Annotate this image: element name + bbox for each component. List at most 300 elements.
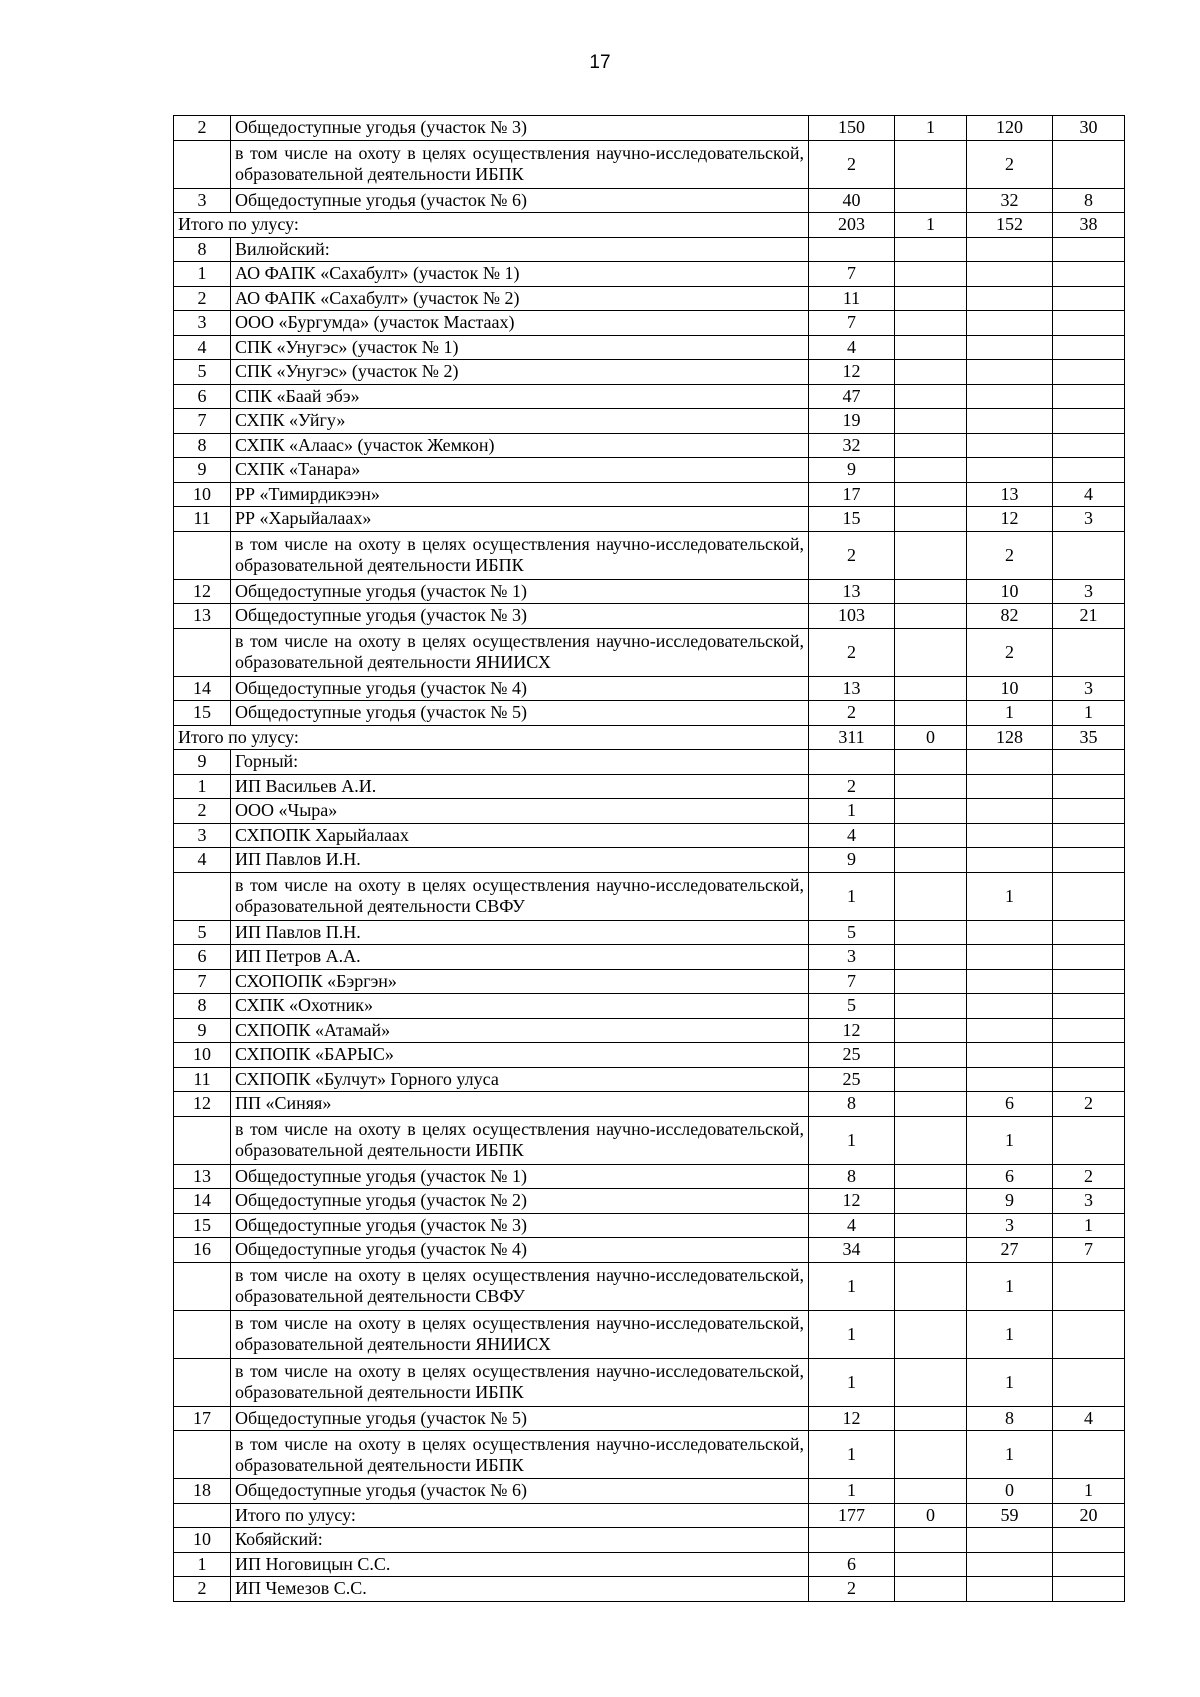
- value-col4: 21: [1053, 604, 1125, 629]
- value-col3: 9: [967, 1189, 1053, 1214]
- value-col2: [895, 531, 967, 579]
- value-col4: [1053, 848, 1125, 873]
- table-row: [174, 458, 1125, 483]
- table-row: [174, 409, 1125, 434]
- row-number: [174, 140, 231, 188]
- row-name: АО ФАПК «Сахабулт» (участок № 1): [231, 262, 809, 287]
- value-total: 1: [809, 1116, 895, 1164]
- row-number: 18: [174, 1479, 231, 1504]
- value-col4: [1053, 262, 1125, 287]
- row-name: Общедоступные угодья (участок № 4): [231, 676, 809, 701]
- value-col2: 0: [895, 725, 967, 750]
- value-total: 6: [809, 1552, 895, 1577]
- value-col2: [895, 311, 967, 336]
- table-row: [174, 1503, 1125, 1528]
- value-col4: [1053, 750, 1125, 775]
- sub-row: [174, 1310, 1125, 1358]
- value-col2: [895, 1552, 967, 1577]
- table-row: [174, 1552, 1125, 1577]
- table-row: [174, 945, 1125, 970]
- value-col2: [895, 262, 967, 287]
- value-total: 32: [809, 433, 895, 458]
- value-col2: [895, 1164, 967, 1189]
- value-total: 203: [809, 213, 895, 238]
- value-total: 1: [809, 1358, 895, 1406]
- total-row: [174, 725, 1125, 750]
- value-col3: [967, 1552, 1053, 1577]
- value-col4: [1053, 1116, 1125, 1164]
- value-col3: 1: [967, 872, 1053, 920]
- row-number: 10: [174, 1528, 231, 1553]
- value-col2: [895, 1213, 967, 1238]
- row-number: 7: [174, 409, 231, 434]
- table-row: [174, 482, 1125, 507]
- value-total: 311: [809, 725, 895, 750]
- value-col2: [895, 458, 967, 483]
- value-col4: 3: [1053, 1189, 1125, 1214]
- sub-row-description: в том числе на охоту в целях осуществления научно-исследовательской, образовательной деятельности СВФУ: [231, 872, 809, 920]
- value-col3: 10: [967, 579, 1053, 604]
- row-number: 6: [174, 945, 231, 970]
- value-col3: [967, 1528, 1053, 1553]
- value-col4: [1053, 628, 1125, 676]
- value-col3: [967, 848, 1053, 873]
- value-col2: [895, 188, 967, 213]
- row-number: 8: [174, 994, 231, 1019]
- sub-row: [174, 1358, 1125, 1406]
- row-name: Общедоступные угодья (участок № 4): [231, 1238, 809, 1263]
- table-row: [174, 823, 1125, 848]
- value-col3: 82: [967, 604, 1053, 629]
- row-number: [174, 531, 231, 579]
- row-name: Общедоступные угодья (участок № 1): [231, 1164, 809, 1189]
- row-number: 6: [174, 384, 231, 409]
- table-row: [174, 1189, 1125, 1214]
- row-number: [174, 1358, 231, 1406]
- value-total: 150: [809, 116, 895, 141]
- row-name: Общедоступные угодья (участок № 5): [231, 701, 809, 726]
- value-col3: [967, 335, 1053, 360]
- value-total: 25: [809, 1043, 895, 1068]
- value-col4: [1053, 799, 1125, 824]
- value-col2: [895, 1310, 967, 1358]
- value-col3: [967, 433, 1053, 458]
- row-number: 2: [174, 116, 231, 141]
- value-col4: 4: [1053, 1406, 1125, 1431]
- value-col3: [967, 384, 1053, 409]
- row-number: [174, 628, 231, 676]
- value-col4: [1053, 409, 1125, 434]
- sub-row-description: в том числе на охоту в целях осуществления научно-исследовательской, образовательной деятельности ЯНИИСХ: [231, 1310, 809, 1358]
- value-col2: [895, 1067, 967, 1092]
- table-row: [174, 116, 1125, 141]
- row-number: 11: [174, 1067, 231, 1092]
- value-col4: [1053, 311, 1125, 336]
- table-row: [174, 335, 1125, 360]
- value-col3: 12: [967, 507, 1053, 532]
- value-col4: [1053, 872, 1125, 920]
- row-number: 5: [174, 360, 231, 385]
- table-row: [174, 311, 1125, 336]
- table-row: [174, 579, 1125, 604]
- table-row: [174, 920, 1125, 945]
- value-col4: [1053, 1262, 1125, 1310]
- row-number: 10: [174, 482, 231, 507]
- row-name: СХОПОПК «Бэргэн»: [231, 969, 809, 994]
- value-col2: [895, 1092, 967, 1117]
- row-name: ИП Чемезов С.С.: [231, 1577, 809, 1602]
- row-number: 9: [174, 1018, 231, 1043]
- row-number: 3: [174, 823, 231, 848]
- value-col3: 8: [967, 1406, 1053, 1431]
- value-col4: [1053, 237, 1125, 262]
- table-row: [174, 969, 1125, 994]
- row-name: ИП Павлов И.Н.: [231, 848, 809, 873]
- value-total: 2: [809, 1577, 895, 1602]
- value-col3: 13: [967, 482, 1053, 507]
- value-col2: [895, 409, 967, 434]
- value-col2: [895, 750, 967, 775]
- value-total: 25: [809, 1067, 895, 1092]
- value-col4: 7: [1053, 1238, 1125, 1263]
- table-body: [174, 116, 1125, 1602]
- row-number: [174, 1262, 231, 1310]
- row-number: 1: [174, 774, 231, 799]
- value-col3: [967, 823, 1053, 848]
- row-number: 17: [174, 1406, 231, 1431]
- value-col4: 8: [1053, 188, 1125, 213]
- row-number: 4: [174, 848, 231, 873]
- value-col4: [1053, 1067, 1125, 1092]
- value-col2: [895, 579, 967, 604]
- sub-row-description: в том числе на охоту в целях осуществления научно-исследовательской, образовательной деятельности СВФУ: [231, 1262, 809, 1310]
- value-col2: [895, 1358, 967, 1406]
- row-name: Общедоступные угодья (участок № 3): [231, 604, 809, 629]
- value-col4: 3: [1053, 676, 1125, 701]
- value-col2: [895, 1238, 967, 1263]
- value-col4: [1053, 458, 1125, 483]
- sub-row-description: в том числе на охоту в целях осуществления научно-исследовательской, образовательной деятельности ИБПК: [231, 1358, 809, 1406]
- value-col4: [1053, 531, 1125, 579]
- row-number: 2: [174, 286, 231, 311]
- sub-row-description: в том числе на охоту в целях осуществления научно-исследовательской, образовательной деятельности ИБПК: [231, 1116, 809, 1164]
- value-total: 15: [809, 507, 895, 532]
- value-total: 5: [809, 920, 895, 945]
- row-name: Горный:: [231, 750, 809, 775]
- table-row: [174, 750, 1125, 775]
- value-col3: [967, 360, 1053, 385]
- value-col2: [895, 774, 967, 799]
- value-col3: 27: [967, 1238, 1053, 1263]
- row-name: СХПК «Танара»: [231, 458, 809, 483]
- row-name: РР «Харыйалаах»: [231, 507, 809, 532]
- value-col4: 1: [1053, 1213, 1125, 1238]
- value-total: 1: [809, 799, 895, 824]
- table-row: [174, 799, 1125, 824]
- value-col2: [895, 1528, 967, 1553]
- value-col2: [895, 507, 967, 532]
- table-row: [174, 1479, 1125, 1504]
- value-total: 1: [809, 1310, 895, 1358]
- value-col2: [895, 799, 967, 824]
- sub-row: [174, 628, 1125, 676]
- sub-row: [174, 1262, 1125, 1310]
- value-col4: [1053, 335, 1125, 360]
- table-row: [174, 237, 1125, 262]
- value-col3: 32: [967, 188, 1053, 213]
- value-col2: [895, 1479, 967, 1504]
- row-name: ООО «Бургумда» (участок Мастаах): [231, 311, 809, 336]
- row-number: 4: [174, 335, 231, 360]
- value-col4: 3: [1053, 579, 1125, 604]
- sub-row: [174, 531, 1125, 579]
- table-row: [174, 507, 1125, 532]
- row-number: 13: [174, 1164, 231, 1189]
- row-number: 12: [174, 579, 231, 604]
- row-name: СПК «Унугэс» (участок № 1): [231, 335, 809, 360]
- value-total: 2: [809, 628, 895, 676]
- value-total: 5: [809, 994, 895, 1019]
- value-col4: [1053, 140, 1125, 188]
- value-col2: 1: [895, 116, 967, 141]
- row-name: Общедоступные угодья (участок № 3): [231, 1213, 809, 1238]
- sub-row: [174, 140, 1125, 188]
- value-total: 11: [809, 286, 895, 311]
- value-total: 1: [809, 872, 895, 920]
- row-name: ИП Павлов П.Н.: [231, 920, 809, 945]
- row-name: Общедоступные угодья (участок № 2): [231, 1189, 809, 1214]
- value-col2: [895, 482, 967, 507]
- value-col3: 1: [967, 701, 1053, 726]
- value-col4: 1: [1053, 1479, 1125, 1504]
- table-row: [174, 604, 1125, 629]
- row-number: 7: [174, 969, 231, 994]
- value-col2: [895, 969, 967, 994]
- value-col2: [895, 872, 967, 920]
- value-total: 7: [809, 311, 895, 336]
- row-name: ИП Ноговицын С.С.: [231, 1552, 809, 1577]
- value-col3: [967, 799, 1053, 824]
- row-name: РР «Тимирдикээн»: [231, 482, 809, 507]
- value-col4: [1053, 1528, 1125, 1553]
- value-col2: [895, 1431, 967, 1479]
- value-total: 3: [809, 945, 895, 970]
- value-col4: [1053, 1310, 1125, 1358]
- row-name: СХПОПК Харыйалаах: [231, 823, 809, 848]
- value-col2: 0: [895, 1503, 967, 1528]
- row-name: ПП «Синяя»: [231, 1092, 809, 1117]
- value-total: 12: [809, 1189, 895, 1214]
- row-name: Общедоступные угодья (участок № 5): [231, 1406, 809, 1431]
- row-number: 1: [174, 262, 231, 287]
- value-total: 2: [809, 140, 895, 188]
- value-total: 8: [809, 1164, 895, 1189]
- total-label: Итого по улусу:: [174, 213, 809, 238]
- value-col4: 3: [1053, 507, 1125, 532]
- value-col3: [967, 458, 1053, 483]
- value-col4: [1053, 433, 1125, 458]
- value-col3: 1: [967, 1310, 1053, 1358]
- table-row: [174, 1238, 1125, 1263]
- value-col3: 120: [967, 116, 1053, 141]
- value-total: 1: [809, 1479, 895, 1504]
- value-col4: [1053, 945, 1125, 970]
- row-number: 15: [174, 1213, 231, 1238]
- value-col3: 3: [967, 1213, 1053, 1238]
- value-total: 9: [809, 848, 895, 873]
- value-total: 19: [809, 409, 895, 434]
- value-col4: 20: [1053, 1503, 1125, 1528]
- value-total: 47: [809, 384, 895, 409]
- value-total: 12: [809, 360, 895, 385]
- row-name: СПК «Унугэс» (участок № 2): [231, 360, 809, 385]
- value-col4: 2: [1053, 1164, 1125, 1189]
- table-row: [174, 286, 1125, 311]
- row-name: СХПК «Охотник»: [231, 994, 809, 1019]
- value-col3: [967, 774, 1053, 799]
- sub-row: [174, 1116, 1125, 1164]
- row-number: 9: [174, 458, 231, 483]
- value-col2: [895, 1262, 967, 1310]
- value-col4: 4: [1053, 482, 1125, 507]
- value-col3: [967, 969, 1053, 994]
- row-number: 13: [174, 604, 231, 629]
- value-col2: [895, 701, 967, 726]
- value-col2: [895, 360, 967, 385]
- value-col4: 2: [1053, 1092, 1125, 1117]
- value-total: 12: [809, 1018, 895, 1043]
- row-number: [174, 1503, 231, 1528]
- value-total: 7: [809, 262, 895, 287]
- value-col3: [967, 994, 1053, 1019]
- value-col3: 1: [967, 1116, 1053, 1164]
- value-total: 17: [809, 482, 895, 507]
- row-number: 3: [174, 188, 231, 213]
- row-number: [174, 872, 231, 920]
- value-col2: [895, 335, 967, 360]
- value-col4: [1053, 1431, 1125, 1479]
- value-col4: [1053, 774, 1125, 799]
- row-number: 1: [174, 1552, 231, 1577]
- value-total: 34: [809, 1238, 895, 1263]
- value-total: [809, 237, 895, 262]
- row-number: [174, 1431, 231, 1479]
- row-number: 14: [174, 676, 231, 701]
- value-col2: [895, 628, 967, 676]
- row-number: 11: [174, 507, 231, 532]
- value-total: 2: [809, 531, 895, 579]
- value-col2: [895, 433, 967, 458]
- row-name: Общедоступные угодья (участок № 3): [231, 116, 809, 141]
- value-total: 2: [809, 774, 895, 799]
- value-col3: 6: [967, 1092, 1053, 1117]
- table-row: [174, 701, 1125, 726]
- row-number: 12: [174, 1092, 231, 1117]
- value-col2: [895, 140, 967, 188]
- value-col2: [895, 1018, 967, 1043]
- value-col2: [895, 1116, 967, 1164]
- value-total: 1: [809, 1431, 895, 1479]
- row-name: Кобяйский:: [231, 1528, 809, 1553]
- value-col4: [1053, 823, 1125, 848]
- table-row: [174, 262, 1125, 287]
- value-col2: 1: [895, 213, 967, 238]
- value-col3: 1: [967, 1262, 1053, 1310]
- row-name: ИП Петров А.А.: [231, 945, 809, 970]
- table-row: [174, 848, 1125, 873]
- value-col4: 35: [1053, 725, 1125, 750]
- value-col3: [967, 1043, 1053, 1068]
- value-col2: [895, 848, 967, 873]
- value-total: 4: [809, 823, 895, 848]
- value-col4: 30: [1053, 116, 1125, 141]
- value-total: 4: [809, 335, 895, 360]
- value-col3: 59: [967, 1503, 1053, 1528]
- sub-row: [174, 1431, 1125, 1479]
- value-total: 177: [809, 1503, 895, 1528]
- value-col4: 1: [1053, 701, 1125, 726]
- value-col3: [967, 1067, 1053, 1092]
- value-col3: 6: [967, 1164, 1053, 1189]
- value-col4: 38: [1053, 213, 1125, 238]
- table-row: [174, 433, 1125, 458]
- value-col3: [967, 750, 1053, 775]
- row-name: Вилюйский:: [231, 237, 809, 262]
- value-total: 12: [809, 1406, 895, 1431]
- value-col2: [895, 1043, 967, 1068]
- sub-row-description: в том числе на охоту в целях осуществления научно-исследовательской, образовательной деятельности ИБПК: [231, 531, 809, 579]
- value-total: 1: [809, 1262, 895, 1310]
- value-total: 103: [809, 604, 895, 629]
- value-col4: [1053, 360, 1125, 385]
- value-total: [809, 1528, 895, 1553]
- value-col2: [895, 237, 967, 262]
- table-row: [174, 1043, 1125, 1068]
- value-total: 2: [809, 701, 895, 726]
- value-col2: [895, 604, 967, 629]
- value-col3: [967, 1018, 1053, 1043]
- sub-row-description: в том числе на охоту в целях осуществления научно-исследовательской, образовательной деятельности ИБПК: [231, 140, 809, 188]
- value-col4: [1053, 1043, 1125, 1068]
- value-col3: 128: [967, 725, 1053, 750]
- value-col3: 0: [967, 1479, 1053, 1504]
- table-row: [174, 360, 1125, 385]
- table-row: [174, 384, 1125, 409]
- value-col4: [1053, 384, 1125, 409]
- value-col3: 1: [967, 1431, 1053, 1479]
- value-col2: [895, 1406, 967, 1431]
- value-col2: [895, 1189, 967, 1214]
- row-name: СХПОПК «Булчут» Горного улуса: [231, 1067, 809, 1092]
- table-row: [174, 188, 1125, 213]
- value-col3: [967, 237, 1053, 262]
- value-col4: [1053, 1018, 1125, 1043]
- value-col4: [1053, 920, 1125, 945]
- row-number: 2: [174, 799, 231, 824]
- value-col2: [895, 994, 967, 1019]
- value-col3: 2: [967, 140, 1053, 188]
- row-name: СХПОПК «БАРЫС»: [231, 1043, 809, 1068]
- value-total: 40: [809, 188, 895, 213]
- value-col3: [967, 311, 1053, 336]
- row-name: СХПОПК «Атамай»: [231, 1018, 809, 1043]
- row-number: 8: [174, 433, 231, 458]
- value-col3: 2: [967, 531, 1053, 579]
- row-name: Итого по улусу:: [231, 1503, 809, 1528]
- row-number: 8: [174, 237, 231, 262]
- row-name: Общедоступные угодья (участок № 6): [231, 1479, 809, 1504]
- value-col3: [967, 945, 1053, 970]
